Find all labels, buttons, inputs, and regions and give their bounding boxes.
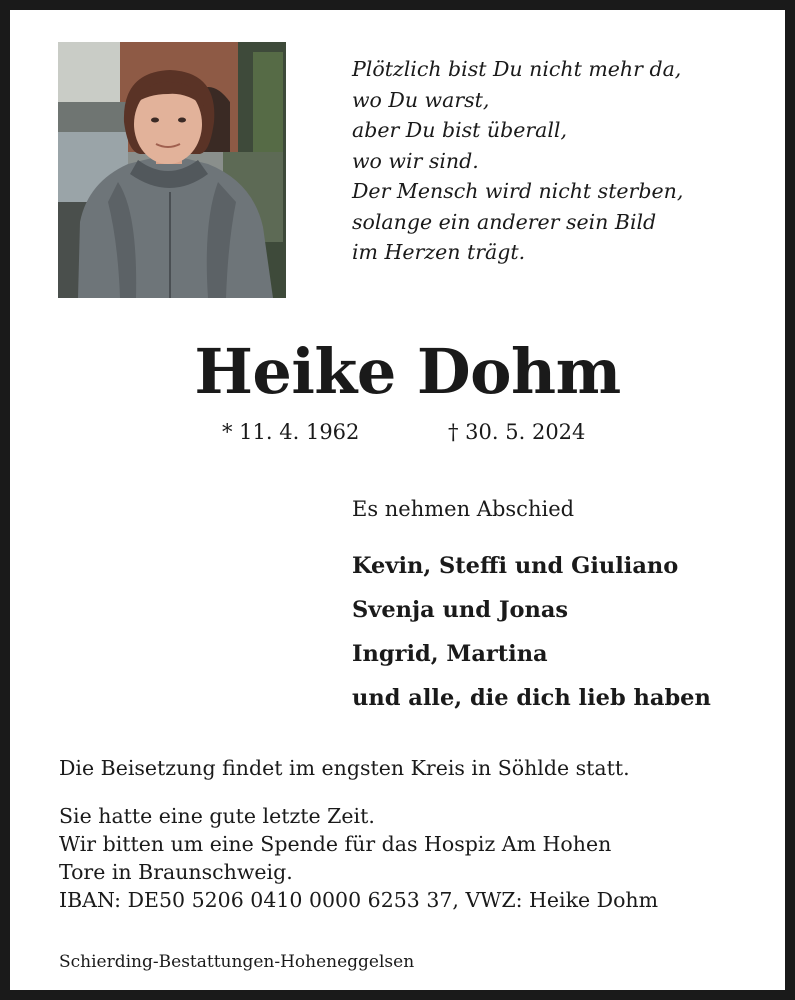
- death-date: † 30. 5. 2024: [448, 420, 586, 444]
- mourner-line: Svenja und Jonas: [352, 597, 569, 623]
- notes-line: IBAN: DE50 5206 0410 0000 6253 37, VWZ: Heike Dohm: [59, 888, 659, 912]
- portrait-photo: [58, 42, 286, 298]
- undertaker-name: Schierding-Bestattungen-Hoheneggelsen: [59, 952, 415, 972]
- poem-line: im Herzen trägt.: [352, 240, 526, 264]
- notes-line: Tore in Braunschweig.: [59, 860, 293, 884]
- birth-date: * 11. 4. 1962: [222, 420, 360, 444]
- poem-line: wo Du warst,: [352, 87, 490, 112]
- poem-line: Plötzlich bist Du nicht mehr da,: [352, 57, 682, 81]
- notes-line: Wir bitten um eine Spende für das Hospiz Am Hohen: [59, 832, 612, 856]
- notes-line: Sie hatte eine gute letzte Zeit.: [59, 804, 375, 828]
- mourner-line: Kevin, Steffi und Giuliano: [352, 553, 679, 579]
- memorial-poem: [352, 54, 772, 268]
- deceased-name: Heike Dohm: [194, 335, 621, 408]
- donation-notes: [59, 802, 658, 914]
- poem-line: aber Du bist überall,: [352, 118, 568, 142]
- mourner-line: und alle, die dich lieb haben: [352, 685, 711, 711]
- mourners-list: [352, 544, 711, 720]
- poem-line: wo wir sind.: [352, 148, 479, 173]
- farewell-intro: Es nehmen Abschied: [352, 497, 575, 521]
- poem-line: Der Mensch wird nicht sterben,: [352, 179, 684, 203]
- poem-line: solange ein anderer sein Bild: [352, 209, 657, 234]
- mourner-line: Ingrid, Martina: [352, 641, 548, 667]
- burial-notice: Die Beisetzung findet im engsten Kreis in Söhlde statt.: [59, 756, 630, 780]
